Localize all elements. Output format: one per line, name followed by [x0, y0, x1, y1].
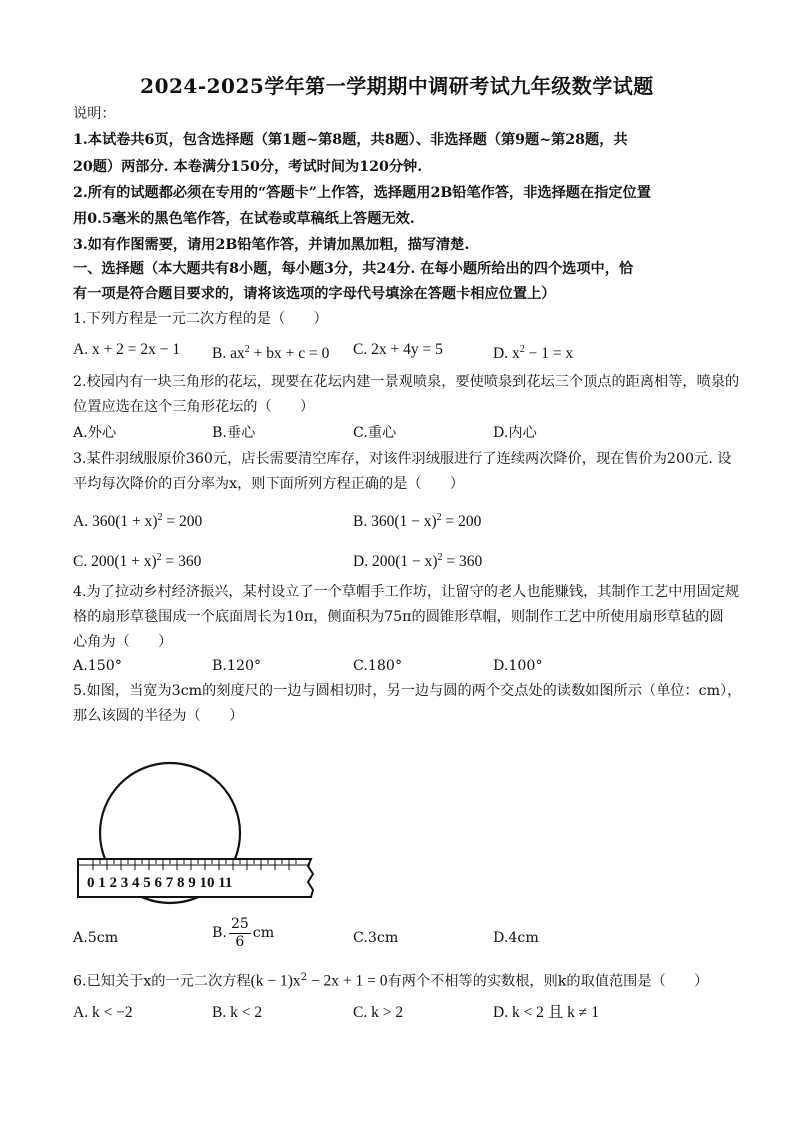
notes-line-1: 1.本试卷共6页，包含选择题（第1题~第8题，共8题）、非选择题（第9题~第28题，共	[73, 132, 628, 148]
q4-option-a: A.150°	[73, 658, 122, 674]
q1-option-b: B. $ax^2$ + bx + c = 0	[212, 344, 330, 363]
notes-heading: 说明：	[73, 106, 116, 122]
q3-stem-2: 平均每次降价的百分率为x，则下面所列方程正确的是（ ）	[73, 476, 465, 492]
q4-stem-1: 4.为了拉动乡村经济振兴，某村设立了一个草帽手工作坊，让留守的老人也能赚钱，其制作工艺中用固定规	[73, 584, 740, 600]
section1-line-2: 有一项是符合题目要求的，请将该选项的字母代号填涂在答题卡相应位置上）	[73, 286, 556, 302]
q3-option-b: B. $360(1 - x)^2 = 200$	[353, 512, 482, 531]
q1-option-c: C. 2x + 4y = 5	[353, 341, 443, 358]
q1-stem: 1.下列方程是一元二次方程的是（ ）	[73, 311, 328, 327]
notes-line-4: 用0.5毫米的黑色笔作答，在试卷或草稿纸上答题无效.	[73, 211, 415, 227]
q3-option-c: C. $200(1 + x)^2 = 360$	[73, 552, 202, 571]
q4-option-c: C.180°	[353, 658, 403, 674]
q2-stem-2: 位置应选在这个三角形花坛的（ ）	[73, 399, 315, 415]
circle-ruler-diagram	[75, 760, 315, 920]
q2-option-c: C.重心	[353, 425, 397, 441]
q3-stem-1: 3.某件羽绒服原价360元，店长需要清空库存，对该件羽绒服进行了连续两次降价，现在售价为200元. 设	[73, 451, 732, 467]
q4-stem-3: 心角为（ ）	[73, 634, 173, 650]
q5-stem-1: 5.如图，当宽为3cm的刻度尺的一边与圆相切时，另一边与圆的两个交点处的读数如图所示（单位：cm），	[73, 683, 742, 699]
notes-line-3: 2.所有的试题都必须在专用的“答题卡”上作答，选择题用2B铅笔作答，非选择题在指定位置	[73, 185, 651, 201]
q2-stem-1: 2.校园内有一块三角形的花坛，现要在花坛内建一景观喷泉，要使喷泉到花坛三个顶点的距离相等，喷泉的	[73, 374, 740, 390]
q5-option-b: B. $\frac{25}{6}$ cm	[212, 916, 275, 950]
q2-option-b: B.垂心	[212, 425, 256, 441]
q1-option-a: A. x + 2 = 2x − 1	[73, 341, 181, 358]
q6-option-d: D. k < 2 且 k ≠ 1	[493, 1004, 599, 1021]
q5-option-a: A.5cm	[73, 930, 119, 946]
q6-option-b: B. k < 2	[212, 1004, 263, 1021]
q4-option-b: B.120°	[212, 658, 262, 674]
q2-option-d: D.内心	[493, 425, 537, 441]
q5-figure	[75, 760, 315, 920]
q1-option-d: D. $x^2 - 1 = x$	[493, 344, 574, 363]
q6-option-a: A. k < −2	[73, 1004, 133, 1021]
q6-option-c: C. k > 2	[353, 1004, 404, 1021]
q5-stem-2: 那么该圆的半径为（ ）	[73, 708, 244, 724]
q5-b-fraction: $\frac{25}{6}$	[230, 916, 249, 950]
q4-option-d: D.100°	[493, 658, 543, 674]
section1-line-1: 一、选择题（本大题共有8小题，每小题3分，共24分. 在每小题所给出的四个选项中，恰	[73, 261, 634, 277]
q5-option-c: C.3cm	[353, 930, 399, 946]
q3-option-d: D. $200(1 - x)^2 = 360$	[353, 552, 483, 571]
ruler-digits: 0 1 2 3 4 5 6 7 8 9 10 11	[87, 875, 233, 891]
notes-line-5: 3.如有作图需要，请用2B铅笔作答，并请加黑加粗，描写清楚.	[73, 237, 470, 253]
exam-title: 2024-2025学年第一学期期中调研考试九年级数学试题	[140, 74, 654, 98]
q2-option-a: A.外心	[73, 425, 117, 441]
q4-stem-2: 格的扇形草毯围成一个底面周长为10π，侧面积为75π的圆锥形草帽，则制作工艺中所使用扇形草毡的圆	[73, 609, 724, 625]
notes-line-2: 20题）两部分. 本卷满分150分，考试时间为120分钟.	[73, 159, 423, 175]
q3-option-a: A. $360(1 + x)^2 = 200$	[73, 512, 203, 531]
q5-option-d: D.4cm	[493, 930, 539, 946]
q6-stem: 6.已知关于x的一元二次方程$(k - 1)x^2 - 2x + 1 = 0$有两个不相等的实数根，则k的取值范围是（ ）	[73, 972, 709, 990]
